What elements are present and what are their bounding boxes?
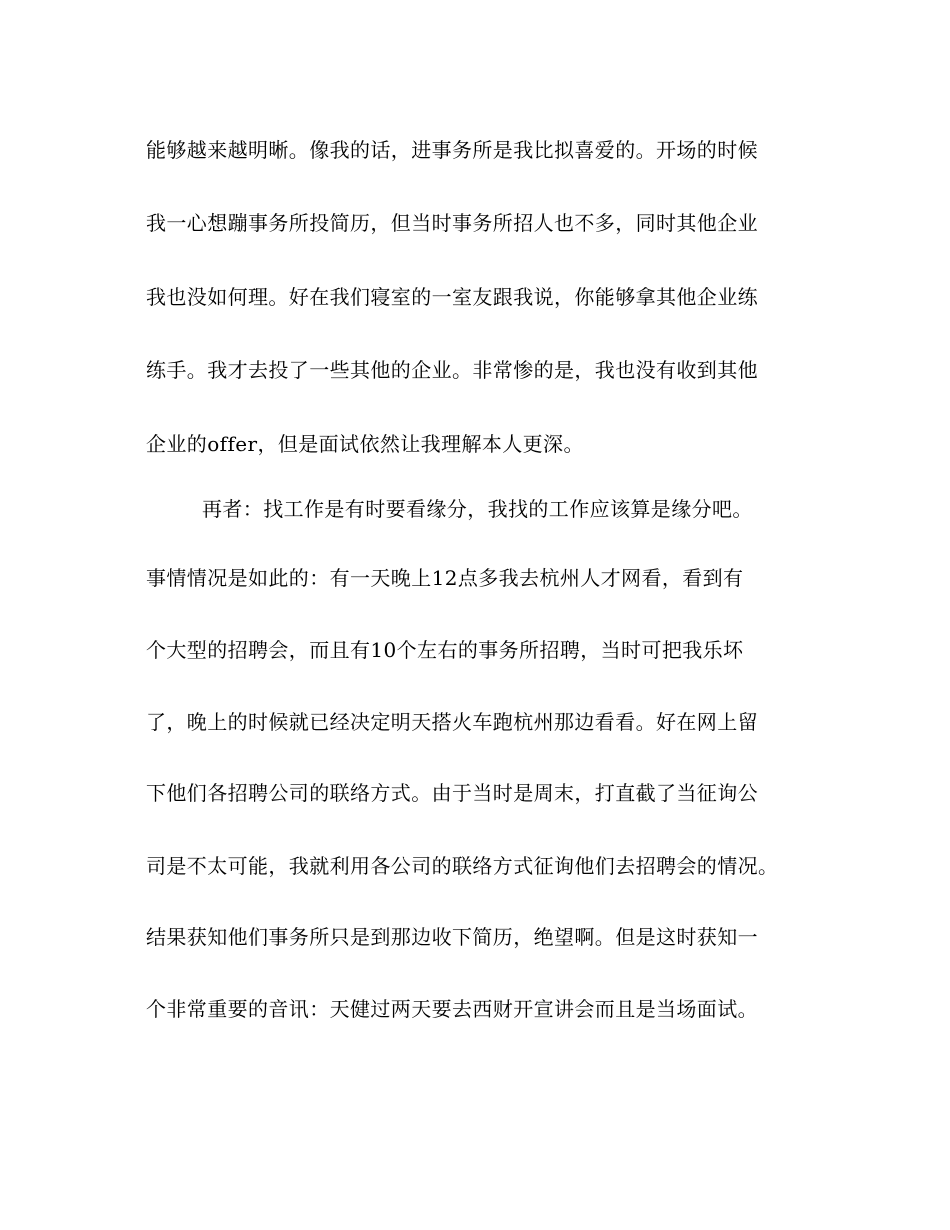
paragraph-first-line: 再者：找工作是有时要看缘分，我找的工作应该算是缘分吧。 (202, 497, 753, 521)
text-line: 能够越来越明晰。像我的话，进事务所是我比拟喜爱的。开场的时候 (146, 138, 758, 162)
text-line: 事情情况是如此的：有一天晚上12点多我去杭州人才网看，看到有 (146, 566, 744, 590)
text-line: 了，晚上的时候就已经决定明天搭火车跑杭州那边看看。好在网上留 (146, 710, 758, 734)
text-line: 我一心想蹦事务所投简历，但当时事务所招人也不多，同时其他企业 (146, 211, 758, 235)
text-line: 企业的offer，但是面试依然让我理解本人更深。 (146, 432, 584, 456)
text-line: 司是不太可能，我就利用各公司的联络方式征询他们去招聘会的情况。 (146, 854, 779, 878)
text-line: 个大型的招聘会，而且有10个左右的事务所招聘，当时可把我乐坏 (146, 638, 744, 662)
text-line: 下他们各招聘公司的联络方式。由于当时是周末，打直截了当征询公 (146, 781, 758, 805)
text-line: 个非常重要的音讯：天健过两天要去西财开宣讲会而且是当场面试。 (146, 997, 758, 1021)
text-line: 结果获知他们事务所只是到那边收下简历，绝望啊。但是这时获知一 (146, 925, 758, 949)
text-line: 练手。我才去投了一些其他的企业。非常惨的是，我也没有收到其他 (146, 358, 758, 382)
text-line: 我也没如何理。好在我们寝室的一室友跟我说，你能够拿其他企业练 (146, 285, 758, 309)
